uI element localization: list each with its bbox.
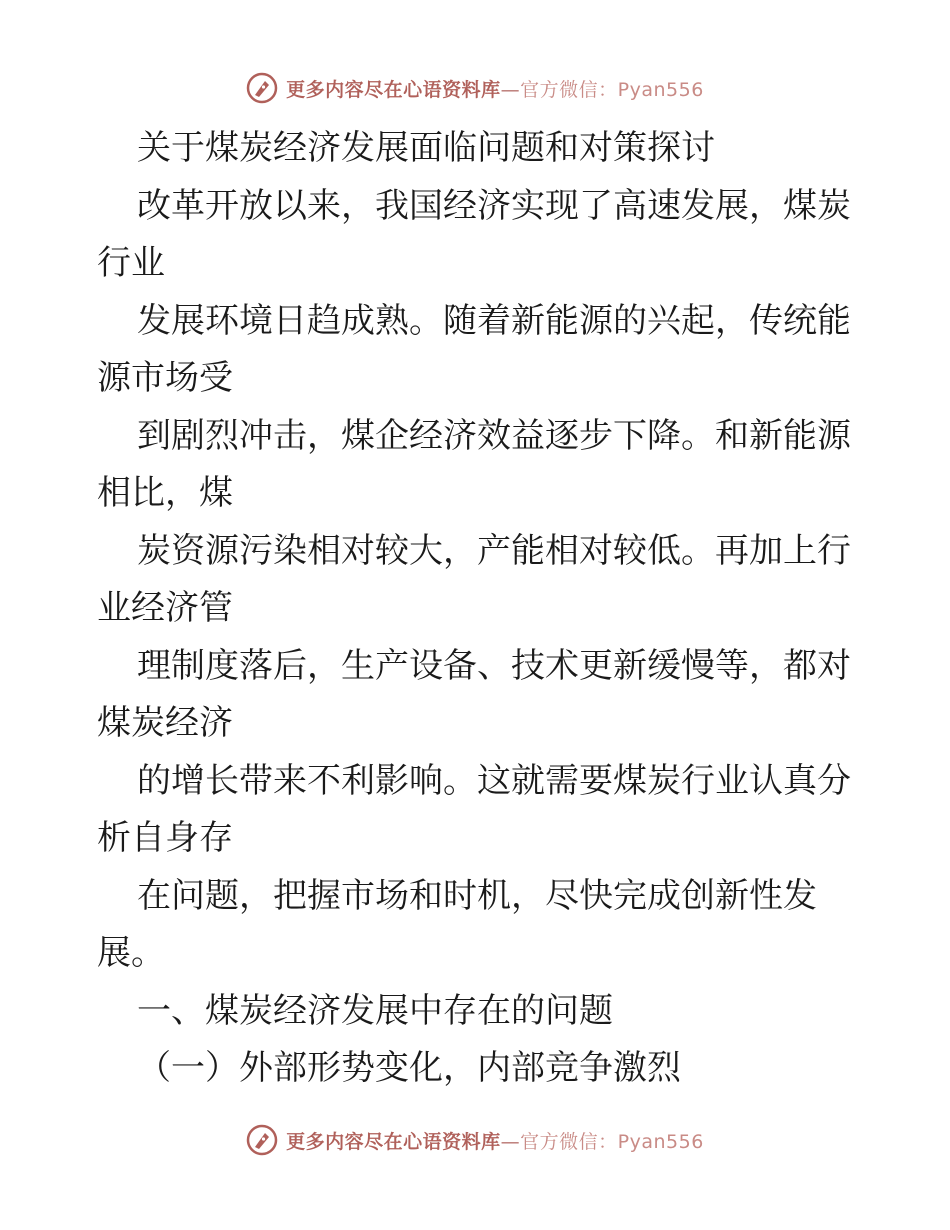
banner-contact: 官方微信：Pyan556 bbox=[520, 78, 704, 101]
paragraph-line: 煤炭经济 bbox=[97, 703, 233, 743]
paragraph-line: 在问题，把握市场和时机，尽快完成创新性发 bbox=[137, 875, 817, 916]
paragraph-line: 展。 bbox=[97, 933, 165, 973]
banner-main-text: 更多内容尽在心语资料库 bbox=[286, 1130, 501, 1153]
paragraph-line: 行业 bbox=[97, 243, 165, 283]
banner-main-text: 更多内容尽在心语资料库 bbox=[286, 78, 501, 101]
footer-banner bbox=[0, 1120, 950, 1160]
paragraph-line: 炭资源污染相对较大，产能相对较低。再加上行 bbox=[137, 530, 851, 571]
banner-text bbox=[286, 75, 704, 102]
banner-contact: 官方微信：Pyan556 bbox=[520, 1130, 704, 1153]
pen-nib-logo-icon bbox=[246, 1124, 278, 1156]
header-banner bbox=[0, 68, 950, 108]
paragraph-line: 发展环境日趋成熟。随着新能源的兴起，传统能 bbox=[137, 300, 851, 341]
paragraph-line: 业经济管 bbox=[97, 588, 233, 628]
paragraph-line: 理制度落后，生产设备、技术更新缓慢等，都对 bbox=[137, 645, 851, 686]
paragraph-line: 析自身存 bbox=[97, 818, 233, 858]
section-heading: 一、煤炭经济发展中存在的问题 bbox=[137, 990, 613, 1031]
banner-dash: — bbox=[500, 78, 521, 101]
document-title: 关于煤炭经济发展面临问题和对策探讨 bbox=[137, 128, 715, 168]
paragraph-line: 相比，煤 bbox=[97, 473, 233, 513]
banner-text bbox=[286, 1127, 704, 1154]
subsection-heading: （一）外部形势变化，内部竞争激烈 bbox=[137, 1048, 681, 1088]
document-body bbox=[97, 120, 857, 1098]
paragraph-line: 到剧烈冲击，煤企经济效益逐步下降。和新能源 bbox=[137, 415, 851, 456]
paragraph-line: 改革开放以来，我国经济实现了高速发展，煤炭 bbox=[137, 185, 851, 226]
paragraph-line: 的增长带来不利影响。这就需要煤炭行业认真分 bbox=[137, 760, 851, 801]
pen-nib-logo-icon bbox=[246, 72, 278, 104]
banner-dash: — bbox=[500, 1130, 521, 1153]
paragraph-line: 源市场受 bbox=[97, 358, 233, 398]
